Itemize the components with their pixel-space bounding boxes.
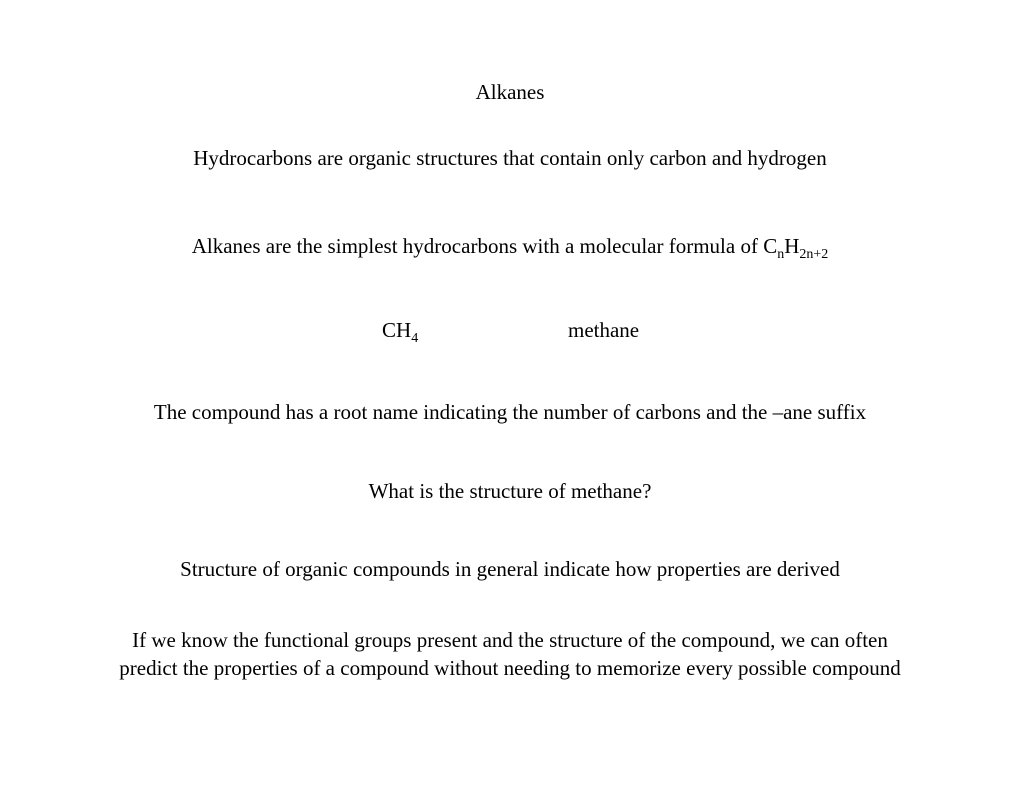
methane-formula: [382, 318, 419, 346]
closing-text-line-2: predict the properties of a compound without needing to memorize every possible compound: [119, 656, 901, 680]
alkanes-formula-text: Alkanes are the simplest hydrocarbons with a molecular formula of C: [191, 234, 778, 258]
methane-question: What is the structure of methane?: [368, 479, 652, 503]
methane-name: methane: [568, 318, 640, 342]
methane-ch: CH: [382, 318, 412, 342]
formula-subscript-2n2: 2n+2: [799, 247, 829, 262]
hydrocarbons-definition: Hydrocarbons are organic structures that contain only carbon and hydrogen: [193, 146, 827, 170]
structure-text: Structure of organic compounds in general indicate how properties are derived: [180, 557, 840, 581]
root-name-text: The compound has a root name indicating the number of carbons and the –ane suffix: [153, 400, 867, 424]
formula-h: H: [784, 234, 800, 258]
formula-subscript-n: n: [777, 247, 785, 262]
closing-text-line-1: If we know the functional groups present and the structure of the compound, we can often: [132, 628, 888, 652]
page-title: Alkanes: [475, 80, 545, 104]
alkanes-formula-line: [0, 234, 1020, 262]
methane-subscript: 4: [411, 331, 419, 346]
